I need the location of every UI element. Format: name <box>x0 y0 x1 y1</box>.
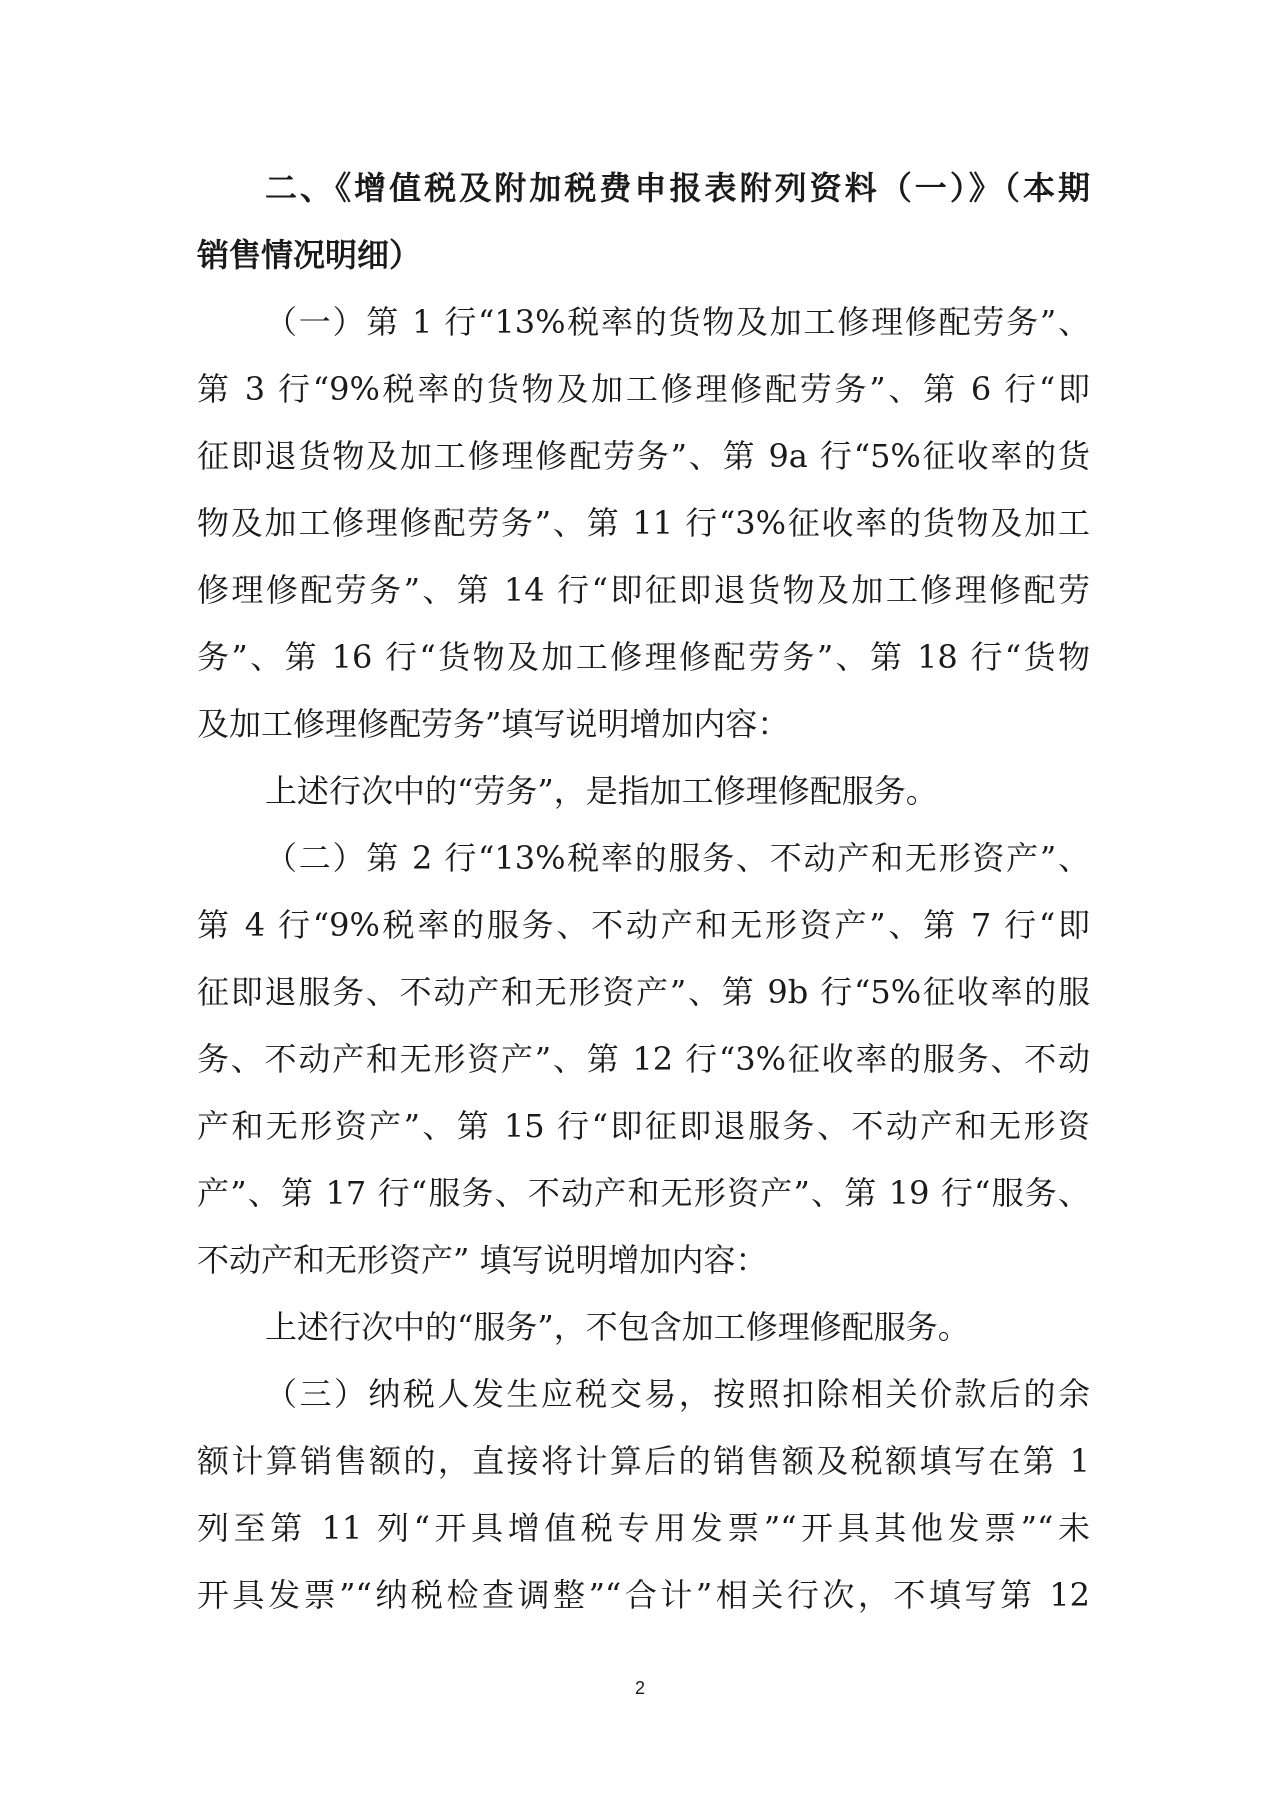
paragraph-line: 及加工修理修配劳务”填写说明增加内容： <box>197 705 790 743</box>
paragraph-line: 务、不动产和无形资产”、第 12 行“3%征收率的服务、不动 <box>197 1040 1090 1078</box>
paragraph-line: （三）纳税人发生应税交易，按照扣除相关价款后的余 <box>265 1375 1090 1413</box>
paragraph-line: 务”、第 16 行“货物及加工修理修配劳务”、第 18 行“货物 <box>197 638 1090 676</box>
paragraph-line: 征即退服务、不动产和无形资产”、第 9b 行“5%征收率的服 <box>197 973 1090 1011</box>
paragraph-line: 第 4 行“9%税率的服务、不动产和无形资产”、第 7 行“即 <box>197 906 1090 944</box>
paragraph-line: 上述行次中的“劳务”，是指加工修理修配服务。 <box>265 772 938 810</box>
paragraph-line: 不动产和无形资产” 填写说明增加内容： <box>197 1241 768 1279</box>
paragraph-line: 征即退货物及加工修理修配劳务”、第 9a 行“5%征收率的货 <box>197 437 1090 475</box>
paragraph-line: 修理修配劳务”、第 14 行“即征即退货物及加工修理修配劳 <box>197 571 1090 609</box>
paragraph-line: 产”、第 17 行“服务、不动产和无形资产”、第 19 行“服务、 <box>197 1174 1090 1212</box>
paragraph-line: 物及加工修理修配劳务”、第 11 行“3%征收率的货物及加工 <box>197 504 1090 542</box>
section-heading-cont: 销售情况明细） <box>197 236 422 274</box>
paragraph-line: （二）第 2 行“13%税率的服务、不动产和无形资产”、 <box>265 839 1090 877</box>
paragraph-line: （一）第 1 行“13%税率的货物及加工修理修配劳务”、 <box>265 303 1090 341</box>
paragraph-line: 额计算销售额的，直接将计算后的销售额及税额填写在第 1 <box>197 1442 1090 1480</box>
paragraph-line: 列至第 11 列“开具增值税专用发票”“开具其他发票”“未 <box>197 1509 1090 1547</box>
page-number: 2 <box>634 1678 645 1698</box>
paragraph-line: 开具发票”“纳税检查调整”“合计”相关行次，不填写第 12 <box>197 1576 1090 1614</box>
paragraph-line: 第 3 行“9%税率的货物及加工修理修配劳务”、第 6 行“即 <box>197 370 1090 408</box>
paragraph-line: 上述行次中的“服务”，不包含加工修理修配服务。 <box>265 1308 970 1346</box>
section-heading: 二、《增值税及附加税费申报表附列资料（一）》（本期 <box>265 169 1090 207</box>
paragraph-line: 产和无形资产”、第 15 行“即征即退服务、不动产和无形资 <box>197 1107 1090 1145</box>
